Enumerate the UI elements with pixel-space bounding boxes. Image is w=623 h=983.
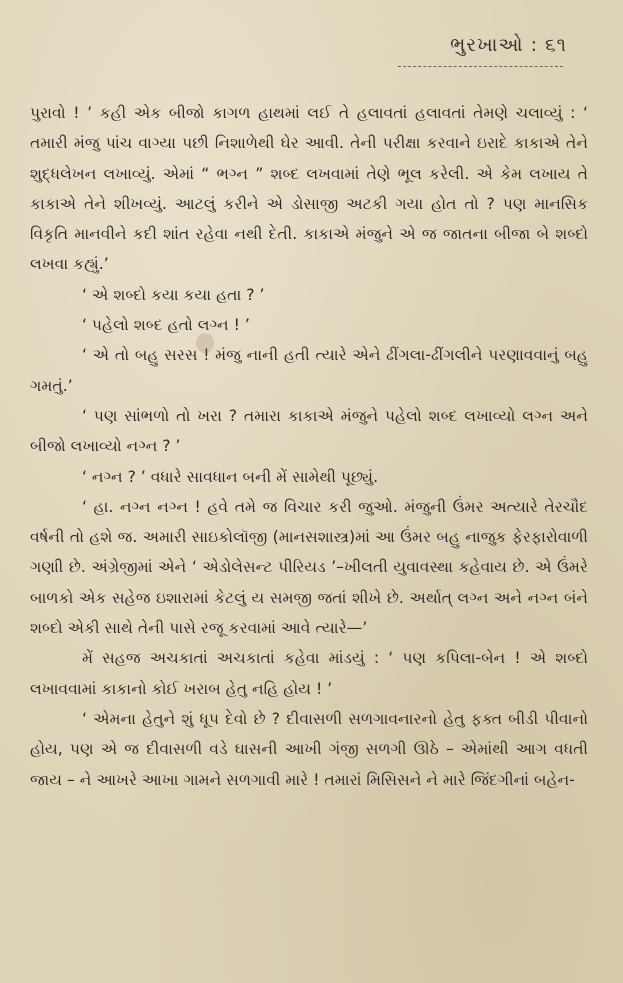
header-rule	[398, 66, 563, 67]
paper-stain	[196, 333, 214, 353]
paragraph: ‘ પહેલો શબ્દ હતો લગ્ન ! ’	[82, 316, 250, 335]
paragraph: પુરાવો ! ’ કહી એક બીજો કાગળ હાથમાં લઈ તે હલાવતાં હલાવતાં તેમણે ચલાવ્યું : ‘ તમારી મંજુ પાંચ વાગ્યા પછી નિશાળેથી ઘેર આવી. તેની પરીક્ષા કરવાને ઇરાદે કાકાએ તેને શુદ્ધલેખન લખાવ્યું. એમાં “ ભગ્ન ” શબ્દ લખવામાં તેણે ભૂલ કરેલી. એ કેમ લખાય તે કાકાએ તેને શીખવ્યું. આટલું કરીને એ ડોસાજી અટકી ગયા હોત તો ? પણ માનસિક વિકૃતિ માનવીને કદી શાંત રહેવા નથી દેતી. કાકાએ મંજુને એ જ જાતના બીજા બે શબ્દો લખવા કહ્યું.’	[30, 104, 588, 274]
paragraph: ‘ એ શબ્દો કયા કયા હતા ? ’	[82, 285, 265, 304]
running-head: ભુરખાઓ : ૬૧	[450, 34, 567, 56]
body-text	[30, 98, 588, 795]
paragraph: ‘ હા. નગ્ન નગ્ન ! હવે તમે જ વિચાર કરી જુઓ. મંજુની ઉંમર અત્યારે તેરચૌદ વર્ષની તો હશે જ. અમારી સાઇકોલૉજી (માનસશાસ્ત્ર)માં આ ઉંમર બહુ નાજુક ફેરફારોવાળી ગણાી છે. અંગ્રેજીમાં એને ‘ એડોલેસન્ટ પીરિયડ ’–ખીલતી યુવાવસ્થા કહેવાય છે. એ ઉંમરે બાળકો એક સહેજ ઇશારામાં કેટલું ય સમજી જતાં શીખે છે. અર્થાત્ લગ્ન અને નગ્ન બંને શબ્દો એકી સાથે તેની પાસે રજૂ કરવામાં આવે ત્યારે—’	[30, 497, 588, 638]
paragraph: ‘ પણ સાંભળો તો ખરા ? તમારા કાકાએ મંજુને પહેલો શબ્દ લખાવ્યો લગ્ન અને બીજો લખાવ્યો નગ્ન ? ’	[30, 406, 588, 456]
paragraph: ‘ એ તો બહુ સરસ ! મંજુ નાની હતી ત્યારે એને ઢીંગલા-ઢીંગલીને પરણાવવાનું બહુ ગમતું.’	[30, 346, 588, 395]
paragraph: મેં સહજ અચકાતાં અચકાતાં કહેવા માંડયું : ‘ પણ કપિલા-બેન ! એ શબ્દો લખાવવામાં કાકાનો કોઈ ખરાબ હેતુ નહિ હોય ! ’	[30, 649, 588, 698]
paragraph: ‘ નગ્ન ? ’ વધારે સાવધાન બની મેં સામેથી પૂછ્યું.	[82, 467, 379, 486]
paragraph: ‘ એમના હેતુને શું ધૂપ દેવો છે ? દીવાસળી સળગાવનારનો હેતુ ફક્ત બીડી પીવાનો હોય, પણ એ જ દીવાસળી વડે ઘાસની આખી ગંજી સળગી ઊઠે – એમાંથી આગ વધતી જાય – ને આખરે આખા ગામને સળગાવી મારે ! તમારાં મિસિસને ને મારે જિંદગીનાં બહેન-	[30, 709, 588, 789]
